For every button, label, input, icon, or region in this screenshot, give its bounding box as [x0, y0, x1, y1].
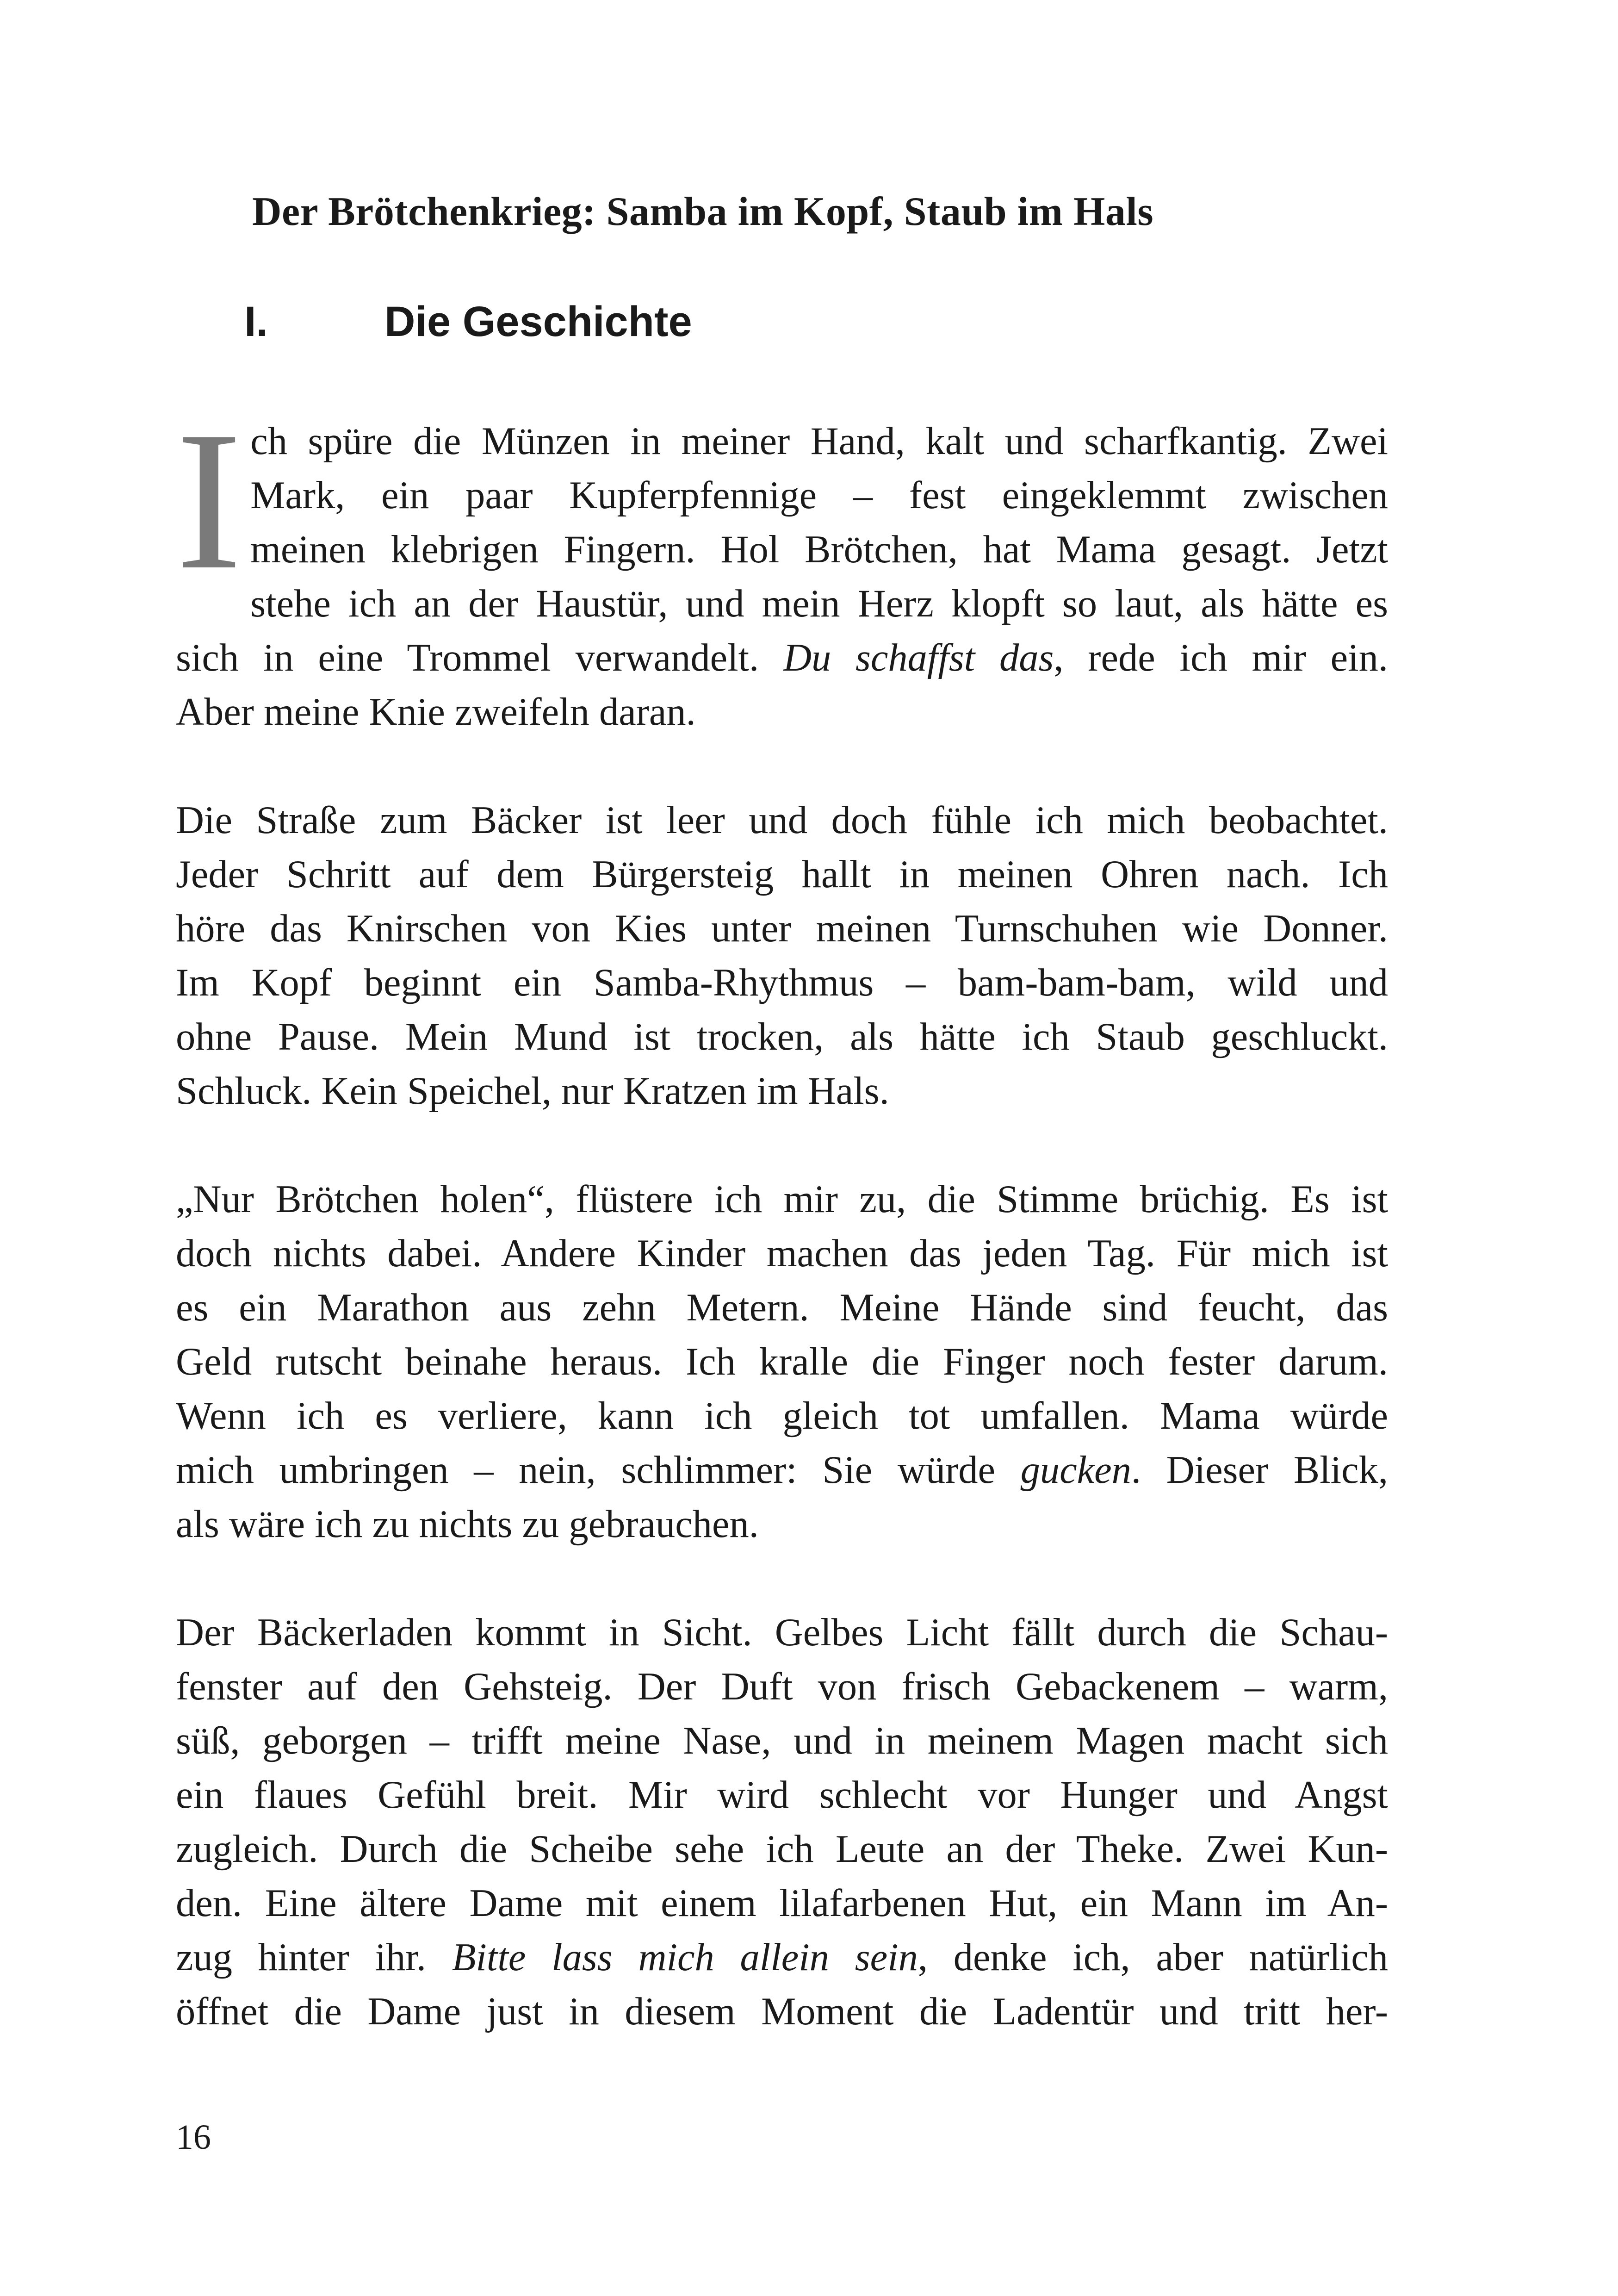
- text-line: Aber meine Knie zweifeln daran.: [176, 691, 696, 734]
- text-line: es ein Marathon aus zehn Metern. Meine Hände sind feucht, das: [176, 1286, 1388, 1329]
- text-line: doch nichts dabei. Andere Kinder machen das jeden Tag. Für mich ist: [176, 1232, 1388, 1275]
- section-number: I.: [244, 298, 268, 345]
- drop-cap: I: [176, 391, 242, 611]
- emphasis-text: gucken: [1020, 1449, 1131, 1492]
- text-line: Wenn ich es verliere, kann ich gleich tot umfallen. Mama würde: [176, 1394, 1388, 1437]
- text-line: fenster auf den Gehsteig. Der Duft von frisch Gebackenem – warm,: [176, 1665, 1388, 1708]
- text-line: höre das Knirschen von Kies unter meinen Turnschuhen wie Donner.: [176, 907, 1388, 950]
- section-heading: [244, 296, 692, 347]
- text-run: sich in eine Trommel verwandelt.: [176, 636, 783, 679]
- text-line: zugleich. Durch die Scheibe sehe ich Leute an der Theke. Zwei Kun-: [176, 1828, 1388, 1871]
- text-line: als wäre ich zu nichts zu gebrauchen.: [176, 1503, 759, 1546]
- text-line: [176, 1930, 1388, 1985]
- text-line: Schluck. Kein Speichel, nur Kratzen im Hals.: [176, 1070, 889, 1113]
- text-line: Geld rutscht beinahe heraus. Ich kralle die Finger noch fester darum.: [176, 1340, 1388, 1383]
- paragraph-2: [176, 793, 1388, 1118]
- paragraph-4: [176, 1605, 1388, 2039]
- text-line: Mark, ein paar Kupferpfennige – fest eingeklemmt zwischen: [250, 474, 1388, 517]
- text-line: meinen klebrigen Fingern. Hol Brötchen, hat Mama gesagt. Jetzt: [250, 528, 1388, 571]
- paragraph-3: [176, 1172, 1388, 1551]
- text-run: , rede ich mir ein.: [1054, 636, 1388, 679]
- text-line: Der Bäckerladen kommt in Sicht. Gelbes Licht fällt durch die Schau-: [176, 1611, 1388, 1654]
- text-run: , denke ich, aber natürlich: [917, 1936, 1388, 1979]
- text-run: mich umbringen – nein, schlimmer: Sie würde: [176, 1449, 1021, 1492]
- text-line: „Nur Brötchen holen“, flüstere ich mir zu, die Stimme brüchig. Es ist: [176, 1178, 1388, 1221]
- text-line: Die Straße zum Bäcker ist leer und doch fühle ich mich beobachtet.: [176, 799, 1388, 842]
- text-line: [176, 1443, 1388, 1497]
- text-line: öffnet die Dame just in diesem Moment die Ladentür und tritt her-: [176, 1990, 1388, 2033]
- text-run: zug hinter ihr.: [176, 1936, 452, 1979]
- text-line: [176, 631, 1388, 685]
- text-line: den. Eine ältere Dame mit einem lilafarbenen Hut, ein Mann im An-: [176, 1882, 1388, 1925]
- section-title: Die Geschichte: [384, 298, 692, 345]
- emphasis-text: Bitte lass mich allein sein: [452, 1936, 918, 1979]
- text-line: ch spüre die Münzen in meiner Hand, kalt und scharfkantig. Zwei: [250, 420, 1388, 463]
- text-line: stehe ich an der Haustür, und mein Herz klopft so laut, als hätte es: [250, 582, 1388, 625]
- page-number: 16: [176, 2118, 211, 2157]
- text-line: Im Kopf beginnt ein Samba-Rhythmus – bam-bam-bam, wild und: [176, 961, 1388, 1004]
- text-line: ein flaues Gefühl breit. Mir wird schlecht vor Hunger und Angst: [176, 1773, 1388, 1817]
- text-run: . Dieser Blick,: [1131, 1449, 1388, 1492]
- emphasis-text: Du schaffst das: [783, 636, 1054, 679]
- text-line: Jeder Schritt auf dem Bürgersteig hallt in meinen Ohren nach. Ich: [176, 853, 1388, 896]
- paragraph-1: [176, 391, 1388, 739]
- text-line: süß, geborgen – trifft meine Nase, und in meinem Magen macht sich: [176, 1719, 1388, 1762]
- chapter-title: Der Brötchenkrieg: Samba im Kopf, Staub im Hals: [252, 189, 1154, 234]
- body-text: [176, 391, 1388, 2039]
- text-line: ohne Pause. Mein Mund ist trocken, als hätte ich Staub geschluckt.: [176, 1015, 1388, 1058]
